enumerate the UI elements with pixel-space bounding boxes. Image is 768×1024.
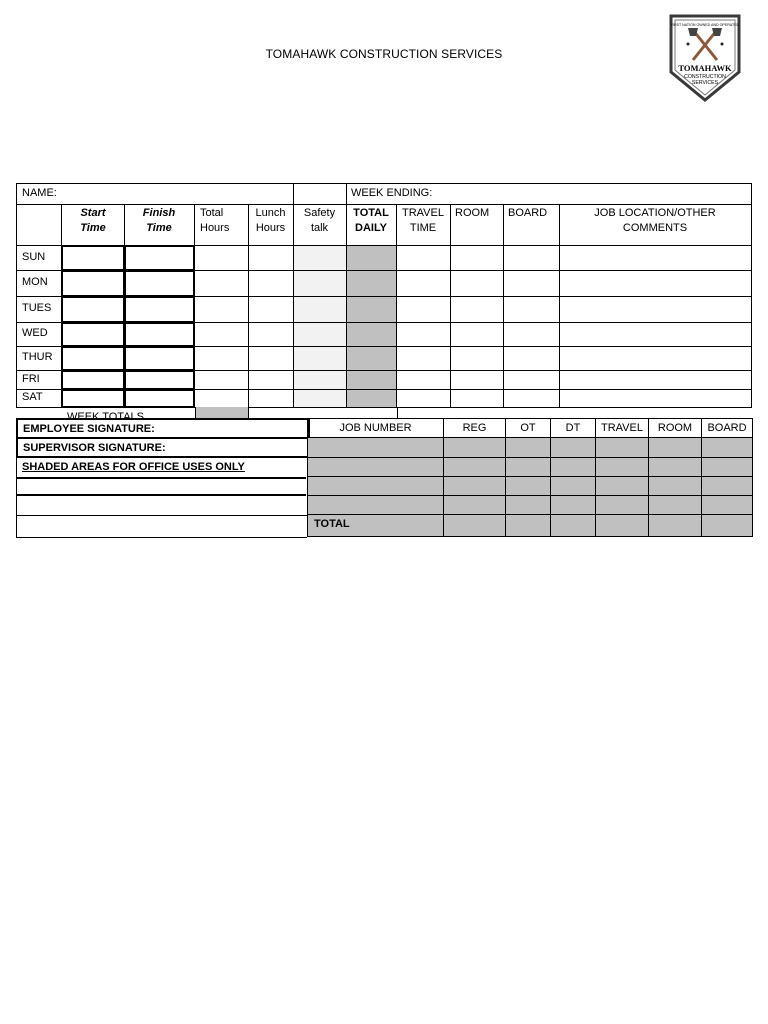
jobs-total-dt-cell[interactable] [550,514,596,537]
sun-total-cell[interactable] [194,245,249,271]
name-label: NAME: [22,187,57,199]
thur-room-cell[interactable] [450,346,504,371]
mon-daily-cell[interactable] [346,270,397,297]
tues-board-cell[interactable] [503,296,560,323]
start-time-header: Start Time [61,204,125,246]
sun-room-cell[interactable] [450,245,504,271]
total-daily-header: TOTAL DAILY [346,204,397,246]
tues-safety-cell[interactable] [293,296,347,323]
thur-comments-cell[interactable] [559,346,752,371]
sun-travel-cell[interactable] [396,245,451,271]
room-header: ROOM [450,204,504,246]
fri-room-cell[interactable] [450,370,504,390]
thur-daily-cell[interactable] [346,346,397,371]
jobs-header-dt: DT [550,418,596,438]
sat-travel-cell[interactable] [396,389,451,408]
company-title: TOMAHAWK CONSTRUCTION SERVICES [265,47,503,61]
wed-safety-cell[interactable] [293,322,347,347]
signature-blank-row-2 [16,496,307,538]
mon-total-cell[interactable] [194,270,249,297]
mon-safety-cell[interactable] [293,270,347,297]
jobs-row-3-reg-cell[interactable] [443,476,506,496]
travel-time-header: TRAVEL TIME [396,204,451,246]
sat-room-cell[interactable] [450,389,504,408]
tues-finish-cell[interactable] [124,296,195,323]
jobs-header-travel: TRAVEL [595,418,649,438]
fri-total-cell[interactable] [194,370,249,390]
jobs-row-4-reg-cell[interactable] [443,495,506,515]
wed-board-cell[interactable] [503,322,560,347]
fri-board-cell[interactable] [503,370,560,390]
thur-total-cell[interactable] [194,346,249,371]
sat-finish-cell[interactable] [124,389,195,408]
jobs-row-4-ot-cell[interactable] [505,495,551,515]
mon-travel-cell[interactable] [396,270,451,297]
jobs-row-4-room-cell[interactable] [648,495,702,515]
finish-time-header: Finish Time [124,204,195,246]
fri-start-cell[interactable] [61,370,125,390]
jobs-row-3-ot-cell[interactable] [505,476,551,496]
sat-start-cell[interactable] [61,389,125,408]
jobs-row-4-job-number-cell[interactable] [307,495,444,515]
wed-daily-cell[interactable] [346,322,397,347]
jobs-row-1-travel-cell[interactable] [595,437,649,458]
wed-total-cell[interactable] [194,322,249,347]
wed-room-cell[interactable] [450,322,504,347]
job-location-header: JOB LOCATION/OTHER COMMENTS [559,204,752,246]
total-hours-header: Total Hours [195,204,249,246]
sun-comments-cell[interactable] [559,245,752,271]
wed-start-cell[interactable] [61,322,125,347]
jobs-total-label: TOTAL [307,514,444,537]
jobs-row-3-board-cell[interactable] [701,476,753,496]
sat-safety-cell[interactable] [293,389,347,408]
jobs-row-1-ot-cell[interactable] [505,437,551,458]
thur-board-cell[interactable] [503,346,560,371]
lunch-hours-header: Lunch Hours [248,204,294,246]
svg-text:CONSTRUCTION: CONSTRUCTION [684,74,726,80]
wed-comments-cell[interactable] [559,322,752,347]
tues-total-cell[interactable] [194,296,249,323]
thur-safety-cell[interactable] [293,346,347,371]
jobs-row-1-dt-cell[interactable] [550,437,596,458]
jobs-row-1-job-number-cell[interactable] [307,437,444,458]
day-label-sun: SUN [16,245,62,271]
jobs-header-room: ROOM [648,418,702,438]
tues-lunch-cell[interactable] [248,296,294,323]
jobs-row-4-travel-cell[interactable] [595,495,649,515]
tues-start-cell[interactable] [61,296,125,323]
thur-start-cell[interactable] [61,346,125,371]
jobs-row-3-job-number-cell[interactable] [307,476,444,496]
day-label-wed: WED [16,322,62,347]
mon-room-cell[interactable] [450,270,504,297]
jobs-row-2-board-cell[interactable] [701,457,753,477]
sun-daily-cell[interactable] [346,245,397,271]
fri-comments-cell[interactable] [559,370,752,390]
jobs-row-4-dt-cell[interactable] [550,495,596,515]
fri-finish-cell[interactable] [124,370,195,390]
jobs-header-ot: OT [505,418,551,438]
name-spacer-cell [293,183,347,205]
jobs-row-1-reg-cell[interactable] [443,437,506,458]
jobs-row-3-dt-cell[interactable] [550,476,596,496]
jobs-row-2-job-number-cell[interactable] [307,457,444,477]
company-logo [668,14,742,102]
jobs-total-room-cell[interactable] [648,514,702,537]
sun-finish-cell[interactable] [124,245,195,271]
sun-start-cell[interactable] [61,245,125,271]
day-label-sat: SAT [16,389,62,408]
fri-lunch-cell[interactable] [248,370,294,390]
employee-signature-field[interactable]: EMPLOYEE SIGNATURE: [16,418,310,439]
week-ending-label: WEEK ENDING: [351,187,433,199]
sun-lunch-cell[interactable] [248,245,294,271]
wed-lunch-cell[interactable] [248,322,294,347]
day-label-fri: FRI [16,370,62,390]
signature-row-divider [16,515,307,516]
sun-safety-cell[interactable] [293,245,347,271]
fri-safety-cell[interactable] [293,370,347,390]
jobs-row-1-room-cell[interactable] [648,437,702,458]
jobs-row-3-room-cell[interactable] [648,476,702,496]
jobs-row-2-dt-cell[interactable] [550,457,596,477]
wed-travel-cell[interactable] [396,322,451,347]
jobs-header-board: BOARD [701,418,753,438]
sat-daily-cell[interactable] [346,389,397,408]
jobs-row-2-reg-cell[interactable] [443,457,506,477]
sun-board-cell[interactable] [503,245,560,271]
jobs-row-1-board-cell[interactable] [701,437,753,458]
tues-room-cell[interactable] [450,296,504,323]
jobs-row-2-travel-cell[interactable] [595,457,649,477]
thur-finish-cell[interactable] [124,346,195,371]
jobs-total-board-cell[interactable] [701,514,753,537]
week-totals-label: WEEK TOTALS [66,411,145,419]
svg-text:SERVICES: SERVICES [691,80,719,86]
tues-daily-cell[interactable] [346,296,397,323]
jobs-total-reg-cell[interactable] [443,514,506,537]
tues-travel-cell[interactable] [396,296,451,323]
sat-lunch-cell[interactable] [248,389,294,408]
day-label-tues: TUES [16,296,62,323]
jobs-total-travel-cell[interactable] [595,514,649,537]
thur-travel-cell[interactable] [396,346,451,371]
mon-start-cell[interactable] [61,270,125,297]
jobs-row-2-ot-cell[interactable] [505,457,551,477]
tues-comments-cell[interactable] [559,296,752,323]
day-label-mon: MON [16,270,62,297]
sat-comments-cell[interactable] [559,389,752,408]
name-field[interactable] [16,183,294,205]
svg-text:FIRST NATION OWNED AND OPERATE: FIRST NATION OWNED AND OPERATED [670,23,740,27]
board-header: BOARD [503,204,560,246]
fri-travel-cell[interactable] [396,370,451,390]
day-header-cell [16,204,62,246]
svg-text:TOMAHAWK: TOMAHAWK [678,63,732,73]
day-label-thur: THUR [16,346,62,371]
supervisor-signature-field[interactable]: SUPERVISOR SIGNATURE: [16,437,310,458]
jobs-total-ot-cell[interactable] [505,514,551,537]
wed-finish-cell[interactable] [124,322,195,347]
jobs-header-reg: REG [443,418,506,438]
jobs-row-3-travel-cell[interactable] [595,476,649,496]
sat-total-cell[interactable] [194,389,249,408]
jobs-row-2-room-cell[interactable] [648,457,702,477]
mon-finish-cell[interactable] [124,270,195,297]
fri-daily-cell[interactable] [346,370,397,390]
week-ending-field[interactable] [346,183,752,205]
safety-talk-header: Safety talk [293,204,347,246]
sat-board-cell[interactable] [503,389,560,408]
jobs-row-4-board-cell[interactable] [701,495,753,515]
office-use-note: SHADED AREAS FOR OFFICE USES ONLY [16,458,306,477]
mon-lunch-cell[interactable] [248,270,294,297]
mon-board-cell[interactable] [503,270,560,297]
mon-comments-cell[interactable] [559,270,752,297]
jobs-header-job-number: JOB NUMBER [307,418,444,438]
thur-lunch-cell[interactable] [248,346,294,371]
